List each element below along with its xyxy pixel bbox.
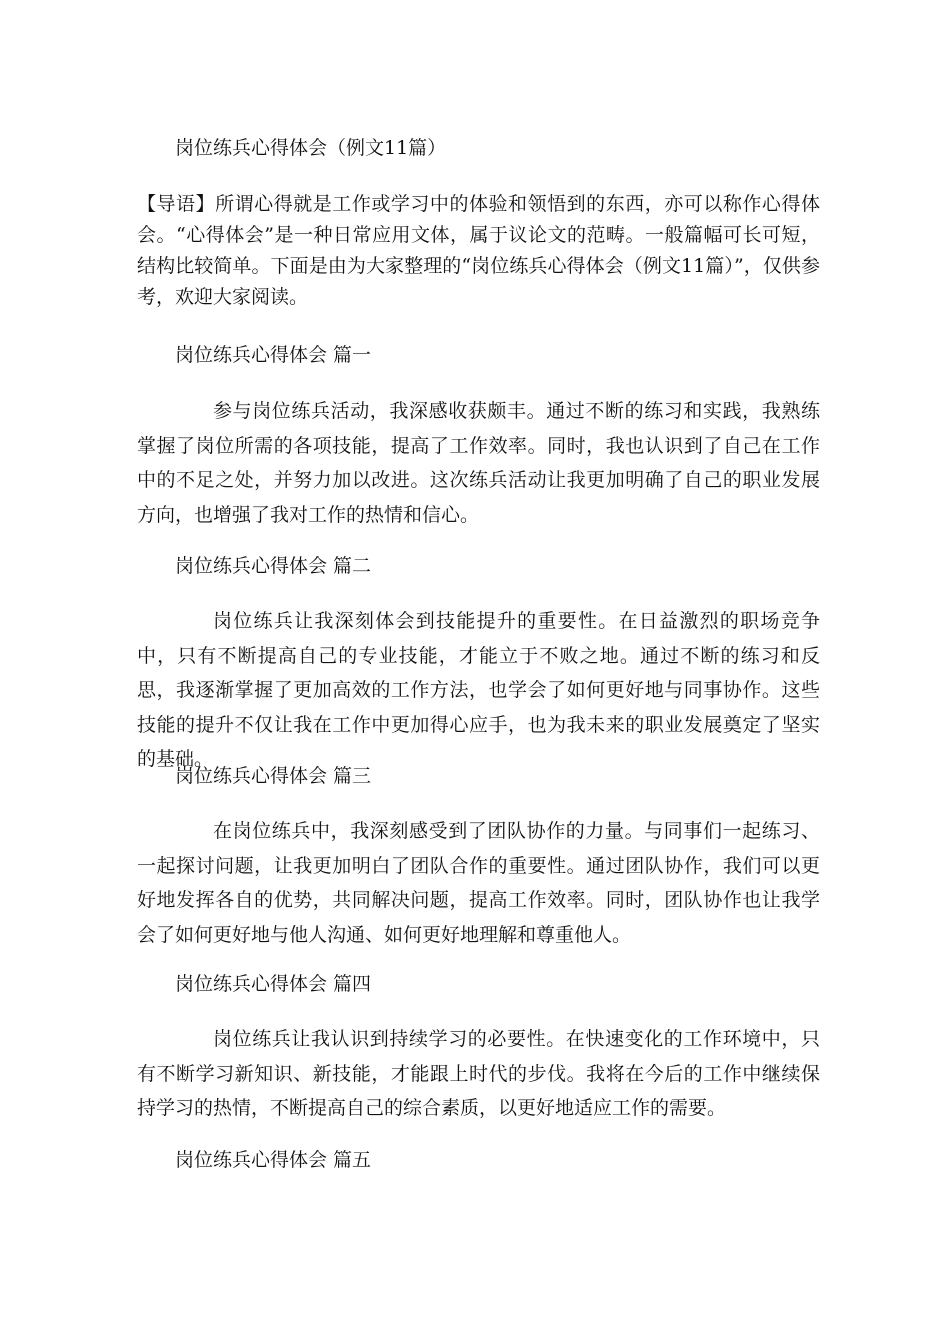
- section-body-2: 岗位练兵让我深刻体会到技能提升的重要性。在日益激烈的职场竞争中，只有不断提高自己的专业技能，才能立于不败之地。通过不断的练习和反思，我逐渐掌握了更加高效的工作方法，也学会了如何更好地与同事协作。这些技能的提升不仅让我在工作中更加得心应手，也为我未来的职业发展奠定了坚实的基础。: [137, 610, 820, 770]
- section-heading-3: 岗位练兵心得体会 篇三: [175, 765, 372, 787]
- document-title: 岗位练兵心得体会（例文11篇）: [175, 137, 447, 159]
- section-heading-5: 岗位练兵心得体会 篇五: [175, 1149, 372, 1171]
- section-heading-1: 岗位练兵心得体会 篇一: [175, 344, 372, 366]
- section-body-4: 岗位练兵让我认识到持续学习的必要性。在快速变化的工作环境中，只有不断学习新知识、新技能，才能跟上时代的步伐。我将在今后的工作中继续保持学习的热情，不断提高自己的综合素质，以更好地适应工作的需要。: [137, 1028, 820, 1119]
- section-heading-4: 岗位练兵心得体会 篇四: [175, 973, 372, 995]
- section-heading-2: 岗位练兵心得体会 篇二: [175, 555, 372, 577]
- intro-paragraph: 【导语】所谓心得就是工作或学习中的体验和领悟到的东西，亦可以称作心得体会。“心得体会”是一种日常应用文体，属于议论文的范畴。一般篇幅可长可短，结构比较简单。下面是由为大家整理的“岗位练兵心得体会（例文11篇）”，仅供参考，欢迎大家阅读。: [137, 193, 820, 308]
- section-body-3: 在岗位练兵中，我深刻感受到了团队协作的力量。与同事们一起练习、一起探讨问题，让我更加明白了团队合作的重要性。通过团队协作，我们可以更好地发挥各自的优势，共同解决问题，提高工作效率。同时，团队协作也让我学会了如何更好地与他人沟通、如何更好地理解和尊重他人。: [137, 820, 820, 946]
- section-body-1: 参与岗位练兵活动，我深感收获颇丰。通过不断的练习和实践，我熟练掌握了岗位所需的各项技能，提高了工作效率。同时，我也认识到了自己在工作中的不足之处，并努力加以改进。这次练兵活动让我更加明确了自己的职业发展方向，也增强了我对工作的热情和信心。: [137, 400, 820, 526]
